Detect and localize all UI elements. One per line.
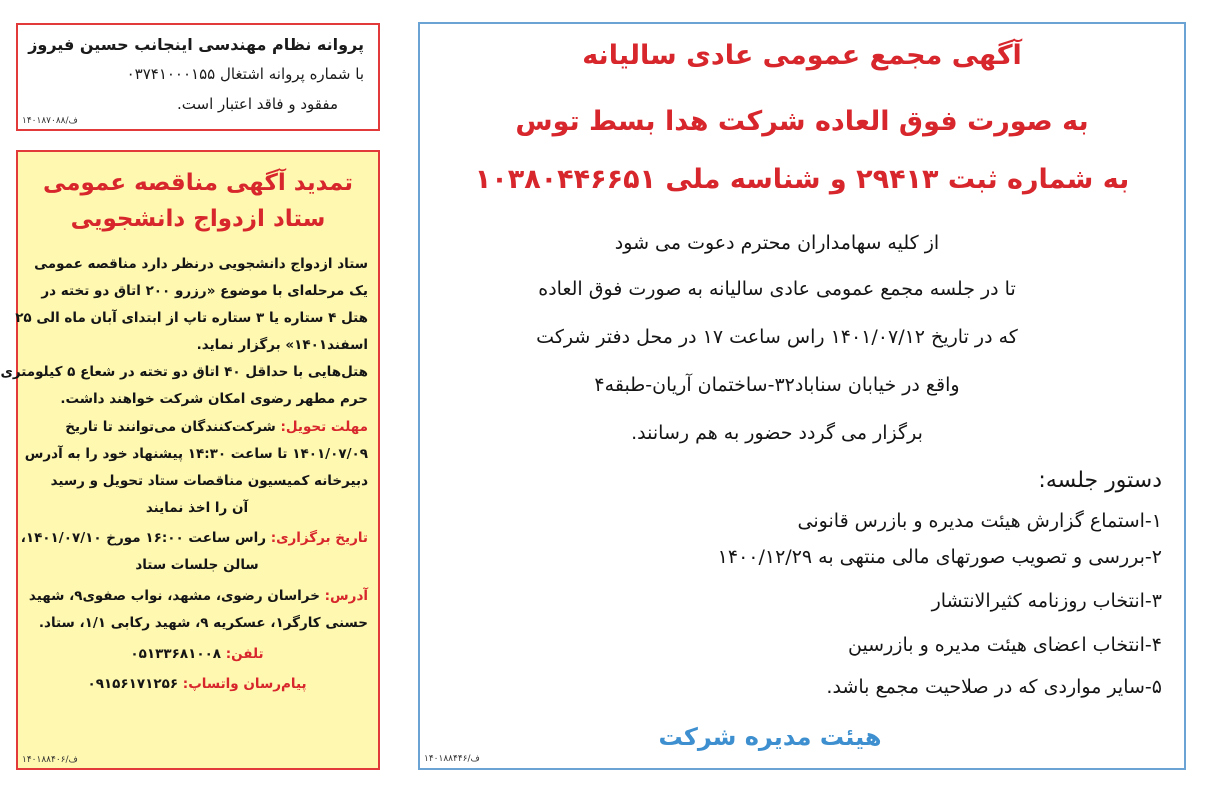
tender-body-line-6: حرم مطهر رضوی امکان شرکت خواهند داشت. bbox=[60, 391, 368, 407]
license-notice-title: پروانه نظام مهندسی اینجانب حسین فیروز bbox=[28, 35, 364, 54]
notice-title-line-3: به شماره ثبت ۲۹۴۱۳ و شناسه ملی ۱۰۳۸۰۴۴۶۶۵۱ bbox=[474, 164, 1130, 195]
tender-body-line-5: هتل‌هایی با حداقل ۴۰ اتاق دو تخته در شعاع ۵ کیلومتری bbox=[0, 364, 368, 380]
deadline-label: مهلت تحویل: bbox=[280, 419, 368, 435]
notice-body-line-4: واقع در خیابان سناباد۳۲-ساختمان آریان-طبقه۴ bbox=[594, 374, 960, 396]
agenda-item-5: ۵-سایر مواردی که در صلاحیت مجمع باشد. bbox=[826, 676, 1162, 698]
license-notice-number: با شماره پروانه اشتغال ۰۳۷۴۱۰۰۰۱۵۵ bbox=[126, 65, 364, 83]
address-label: آدرس: bbox=[324, 588, 368, 604]
notice-body-line-3: که در تاریخ ۱۴۰۱/۰۷/۱۲ راس ساعت ۱۷ در محل دفتر شرکت bbox=[536, 326, 1018, 348]
address-text: خراسان رضوی، مشهد، نواب صفوی۹، شهید bbox=[28, 588, 325, 604]
tender-phone-row bbox=[26, 646, 368, 662]
whatsapp-text: ۰۹۱۵۶۱۷۱۲۵۶ bbox=[87, 676, 183, 692]
tender-body-line-1: ستاد ازدواج دانشجویی درنظر دارد مناقصه عمومی bbox=[34, 256, 368, 272]
tender-body-line-2: یک مرحله‌ای با موضوع «رزرو ۲۰۰ اتاق دو تخته در bbox=[41, 283, 368, 299]
notice-body-line-5: برگزار می گردد حضور به هم رسانند. bbox=[631, 422, 923, 444]
tender-deadline-row bbox=[26, 419, 368, 435]
tender-deadline-line-4: آن را اخذ نمایند bbox=[145, 500, 249, 516]
notice-title-line-2: به صورت فوق العاده شرکت هدا بسط توس bbox=[515, 106, 1089, 137]
agenda-item-2: ۲-بررسی و تصویب صورتهای مالی منتهی به ۱۴۰۰/۱۲/۲۹ bbox=[717, 546, 1162, 568]
deadline-text: شرکت‌کنندگان می‌توانند تا تاریخ bbox=[65, 419, 281, 435]
tender-extension-notice bbox=[0, 150, 380, 770]
notice-body-line-2: تا در جلسه مجمع عمومی عادی سالیانه به صورت فوق العاده bbox=[538, 278, 1016, 300]
general-assembly-notice bbox=[418, 22, 1186, 770]
tender-date-row bbox=[20, 530, 368, 546]
date-text: راس ساعت ۱۶:۰۰ مورخ ۱۴۰۱/۰۷/۱۰، bbox=[20, 530, 271, 546]
date-label: تاریخ برگزاری: bbox=[270, 530, 368, 546]
tender-address-line-2: حسنی کارگر۱، عسکریه ۹، شهید رکابی ۱/۱، ستاد. bbox=[38, 615, 368, 631]
phone-text: ۰۵۱۳۳۶۸۱۰۰۸ bbox=[130, 646, 226, 662]
agenda-item-1: ۱-استماع گزارش هیئت مدیره و بازرس قانونی bbox=[797, 510, 1162, 532]
tender-ref-number: ۱۴۰۱۸۸۴۰۶/ف bbox=[22, 755, 78, 765]
phone-label: تلفن: bbox=[225, 646, 264, 662]
tender-deadline-line-3: دبیرخانه کمیسیون مناقصات ستاد تحویل و رسید bbox=[50, 473, 368, 489]
notice-body-line-1: از کلیه سهامداران محترم دعوت می شود bbox=[614, 232, 940, 254]
tender-body-line-4: اسفند۱۴۰۱» برگزار نماید. bbox=[196, 337, 368, 353]
tender-address-row bbox=[26, 588, 368, 604]
tender-deadline-line-2: ۱۴۰۱/۰۷/۰۹ تا ساعت ۱۴:۳۰ پیشنهاد خود را به آدرس bbox=[24, 446, 368, 462]
license-loss-notice bbox=[16, 23, 380, 131]
agenda-item-4: ۴-انتخاب اعضای هیئت مدیره و بازرسین bbox=[847, 634, 1162, 656]
tender-title-line-2: ستاد ازدواج دانشجویی bbox=[70, 206, 326, 232]
tender-whatsapp-row bbox=[26, 676, 368, 692]
notice-ref-number: ۱۴۰۱۸۸۴۴۶/ف bbox=[424, 754, 480, 764]
tender-title-line-1: تمدید آگهی مناقصه عمومی bbox=[43, 170, 353, 196]
notice-title-line-1: آگهی مجمع عمومی عادی سالیانه bbox=[582, 40, 1022, 71]
license-notice-status: مفقود و فاقد اعتبار است. bbox=[177, 95, 338, 113]
board-signature: هیئت مدیره شرکت bbox=[658, 723, 882, 751]
agenda-item-3: ۳-انتخاب روزنامه کثیرالانتشار bbox=[931, 590, 1162, 612]
tender-body-line-3: هتل ۴ ستاره یا ۳ ستاره تاپ از ابتدای آبان ماه الی ۲۵ bbox=[15, 310, 368, 326]
whatsapp-label: پیام‌رسان واتساپ: bbox=[182, 676, 307, 692]
agenda-heading: دستور جلسه: bbox=[1038, 468, 1162, 493]
tender-date-line-2: سالن جلسات ستاد bbox=[135, 557, 259, 573]
license-ref-number: ۱۴۰۱۸۷۰۸۸/ف bbox=[22, 116, 78, 126]
